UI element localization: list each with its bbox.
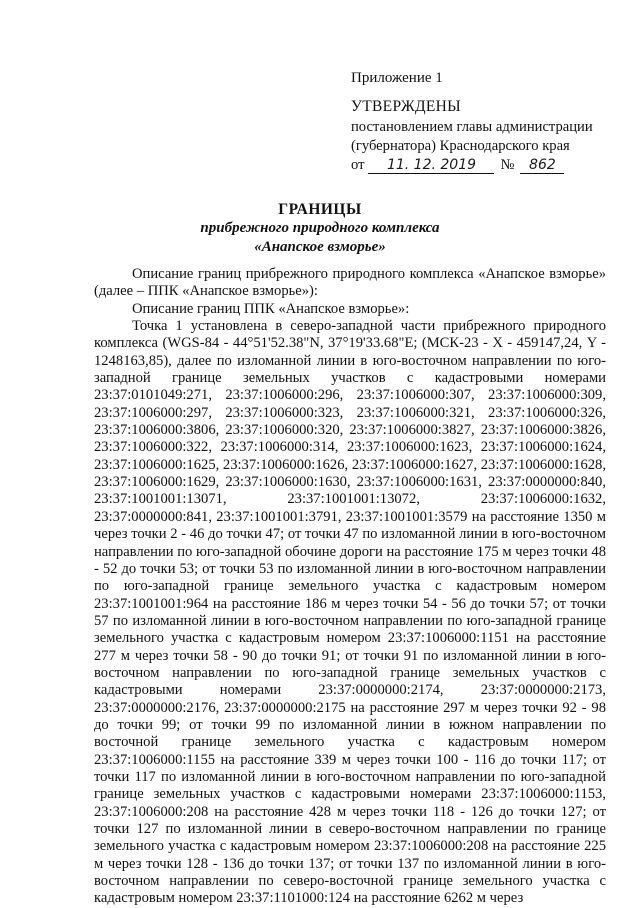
body-paragraph-intro: Описание границ прибрежного природного комплекса «Анапское взморье» (далее – ППК «Анапское взморье»):	[94, 266, 606, 300]
approval-line-2: (губернатора) Краснодарского края	[351, 138, 570, 154]
appendix-label: Приложение 1	[351, 70, 443, 86]
approved-heading: УТВЕРЖДЕНЫ	[351, 98, 461, 115]
date-prefix: от	[351, 157, 365, 173]
title-main: ГРАНИЦЫ	[278, 201, 362, 218]
body-paragraph-subheading: Описание границ ППК «Анапское взморье»:	[132, 300, 410, 317]
title-sub-1: прибрежного природного комплекса	[200, 220, 440, 236]
number-prefix: №	[500, 157, 515, 173]
handwritten-date: 11. 12. 2019	[368, 157, 494, 174]
title-sub-2: «Анапское взморье»	[254, 239, 386, 255]
approval-line-1: постановлением главы администрации	[351, 119, 593, 135]
approval-date-number-row	[351, 156, 621, 175]
body-paragraph-boundary-description: Точка 1 установлена в северо-западной части прибрежного природного комплекса (WGS-84 - 44°51'52.38"N, 37°19'33.68"E; (МСК-23 - Х - 459147,24, Y - 1248163,85), далее по изломанной линии в юго-восточном направлении по юго-западной границе земельных участков с кадастровыми номерами 23:37:0101049:271, 23:37:1006000:296, 23:37:1006000:307, 23:37:1006000:309, 23:37:1006000:297, 23:37:1006000:323, 23:37:1006000:321, 23:37:1006000:326, 23:37:1006000:3806, 23:37:1006000:320, 23:37:1006000:3827, 23:37:1006000:3826, 23:37:1006000:322, 23:37:1006000:314, 23:37:1006000:1623, 23:37:1006000:1624, 23:37:1006000:1625, 23:37:1006000:1626, 23:37:1006000:1627, 23:37:1006000:1628, 23:37:1006000:1629, 23:37:1006000:1630, 23:37:1006000:1631, 23:37:0000000:840, 23:37:1001001:13071, 23:37:1001001:13072, 23:37:1006000:1632, 23:37:0000000:841, 23:37:1001001:3791, 23:37:1001001:3579 на расстояние 1350 м через точки 2 - 46 до точки 47; от точки 47 по изломанной линии в юго-восточном направлении по юго-западной обочине дороги на расстояние 175 м через точки 48 - 52 до точки 53; от точки 53 по изломанной линии в юго-восточном направлении по юго-западной границе земельного участка с кадастровым номером 23:37:1001001:964 на расстояние 186 м через точки 54 - 56 до точки 57; от точки 57 по изломанной линии в юго-восточном направлении по юго-западной границе земельного участка с кадастровым номером 23:37:1006000:1151 на расстояние 277 м через точки 58 - 90 до точки 91; от точки 91 по изломанной линии в юго-восточном направлении по юго-западной границе земельных участков с кадастровыми номерами 23:37:0000000:2174, 23:37:0000000:2173, 23:37:0000000:2176, 23:37:0000000:2175 на расстояние 297 м через точки 92 - 98 до точки 99; от точки 99 по изломанной линии в южном направлении по восточной границе земельного участка с кадастровым номером 23:37:1006000:1155 на расстояние 339 м через точки 100 - 116 до точки 117; от точки 117 по изломанной линии в юго-восточном направлении по юго-западной границе земельных участков с кадастровыми номерами 23:37:1006000:1153, 23:37:1006000:208 на расстояние 428 м через точки 118 - 126 до точки 127; от точки 127 по изломанной линии в северо-восточном направлении по границе земельного участка с кадастровым номером 23:37:1006000:208 на расстояние 225 м через точки 128 - 136 до точки 137; от точки 137 по изломанной линии в юго-восточном направлении по северо-восточной границе земельного участка с кадастровым номером 23:37:1101000:124 на расстояние 6262 м через	[94, 318, 607, 907]
document-body	[94, 266, 606, 908]
handwritten-number: 862	[520, 157, 564, 174]
document-title	[0, 200, 640, 257]
approval-block	[351, 97, 621, 175]
